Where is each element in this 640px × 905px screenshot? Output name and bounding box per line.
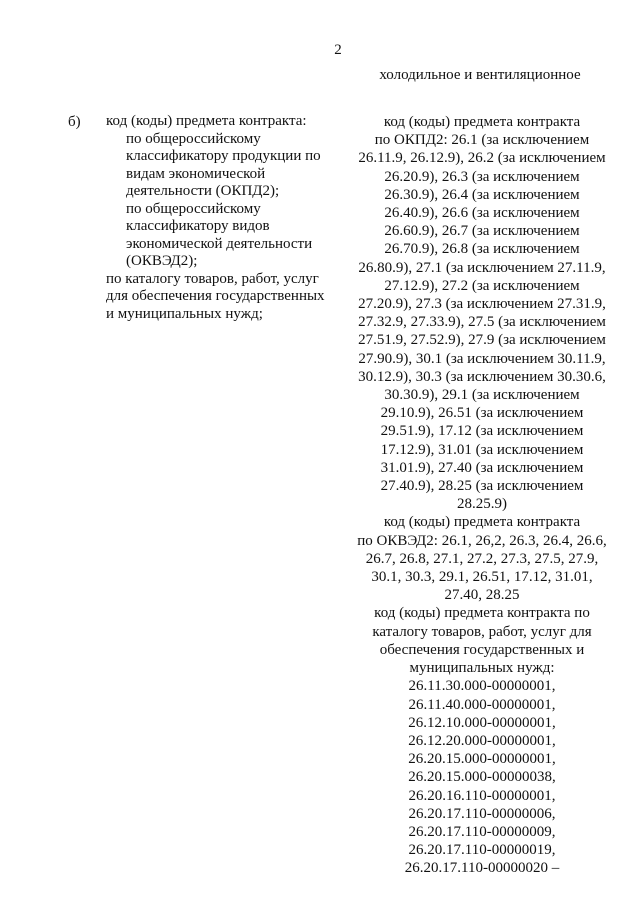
right-column-line: 31.01.9), 27.40 (за исключением	[380, 459, 584, 476]
right-column-line: 26.60.9), 26.7 (за исключением	[384, 223, 580, 240]
right-column-line: 30.12.9), 30.3 (за исключением 30.30.6,	[358, 368, 606, 385]
right-column-line: 27.40, 28.25	[444, 587, 520, 604]
right-column-line: 29.51.9), 17.12 (за исключением	[380, 423, 584, 440]
right-column-line: 30.30.9), 29.1 (за исключением	[384, 387, 580, 404]
right-column-line: 26.11.40.000-00000001,	[408, 696, 556, 713]
right-column-line: 26.20.17.110-00000009,	[408, 823, 556, 840]
right-column-line: 30.1, 30.3, 29.1, 26.51, 17.12, 31.01,	[371, 569, 593, 586]
continuation-text: холодильное и вентиляционное	[379, 67, 581, 83]
right-column-line: 26.20.9), 26.3 (за исключением	[384, 168, 580, 185]
left-column-line: классификатору видов	[126, 218, 270, 234]
right-column-line: 26.20.17.110-00000006,	[408, 805, 556, 822]
right-column-line: 27.32.9, 27.33.9), 27.5 (за исключением	[358, 314, 606, 331]
right-column-line: 27.12.9), 27.2 (за исключением	[384, 277, 580, 294]
right-column-line: 26.20.17.110-00000020 –	[404, 860, 560, 877]
right-column-line: обеспечения государственных и	[379, 641, 585, 658]
right-column-line: 26.12.10.000-00000001,	[408, 714, 556, 731]
right-column-line: 26.70.9), 26.8 (за исключением	[384, 241, 580, 258]
right-column-line: 26.20.17.110-00000019,	[408, 842, 556, 859]
left-column-line: по общероссийскому	[126, 200, 261, 217]
right-column-line: 17.12.9), 31.01 (за исключением	[380, 441, 584, 458]
right-column-line: 26.12.20.000-00000001,	[408, 732, 556, 749]
right-column-line: по ОКВЭД2: 26.1, 26,2, 26.3, 26.4, 26.6,	[357, 532, 607, 549]
right-column-line: муниципальных нужд:	[409, 660, 555, 677]
left-column-line: для обеспечения государственных	[106, 288, 325, 304]
right-column-line: 26.20.16.110-00000001,	[408, 787, 556, 804]
left-column-line: деятельности (ОКПД2);	[126, 183, 280, 199]
right-column-line: 28.25.9)	[457, 496, 507, 513]
left-column-line: видам экономической	[126, 165, 266, 182]
left-column-line: код (коды) предмета контракта:	[106, 113, 307, 129]
right-column-line: 26.11.9, 26.12.9), 26.2 (за исключением	[358, 150, 606, 167]
right-column-line: код (коды) предмета контракта	[383, 114, 581, 130]
right-column-line: 26.80.9), 27.1 (за исключением 27.11.9,	[358, 259, 606, 276]
right-column-line: 26.40.9), 26.6 (за исключением	[384, 205, 580, 222]
right-column	[334, 113, 630, 878]
right-column-line: 26.20.15.000-00000001,	[408, 751, 556, 768]
left-column-line: экономической деятельности	[126, 235, 313, 252]
right-column-line: 26.20.15.000-00000038,	[408, 769, 556, 786]
right-column-line: по ОКПД2: 26.1 (за исключением	[374, 132, 590, 149]
left-column-line: классификатору продукции по	[126, 148, 321, 164]
item-marker: б)	[68, 114, 81, 130]
left-column-line: по каталогу товаров, работ, услуг	[106, 270, 319, 287]
right-column-line: 26.7, 26.8, 27.1, 27.2, 27.3, 27.5, 27.9,	[365, 550, 599, 567]
right-column-line: 26.11.30.000-00000001,	[408, 678, 556, 695]
right-column-line: 27.51.9, 27.52.9), 27.9 (за исключением	[358, 332, 606, 349]
right-column-line: код (коды) предмета контракта по	[374, 605, 590, 622]
right-column-line: 27.90.9), 30.1 (за исключением 30.11.9,	[358, 350, 606, 367]
left-column	[106, 113, 338, 323]
right-column-line: код (коды) предмета контракта	[383, 514, 581, 531]
right-column-line: 26.30.9), 26.4 (за исключением	[384, 186, 580, 203]
left-column-line: (ОКВЭД2);	[126, 253, 198, 269]
right-column-line: каталогу товаров, работ, услуг для	[372, 623, 592, 640]
right-column-line: 29.10.9), 26.51 (за исключением	[380, 405, 584, 422]
right-column-line: 27.40.9), 28.25 (за исключением	[380, 478, 584, 495]
right-column-line: 27.20.9), 27.3 (за исключением 27.31.9,	[358, 296, 606, 313]
left-column-line: и муниципальных нужд;	[106, 305, 263, 322]
page-number: 2	[334, 42, 342, 58]
left-column-line: по общероссийскому	[126, 130, 261, 147]
